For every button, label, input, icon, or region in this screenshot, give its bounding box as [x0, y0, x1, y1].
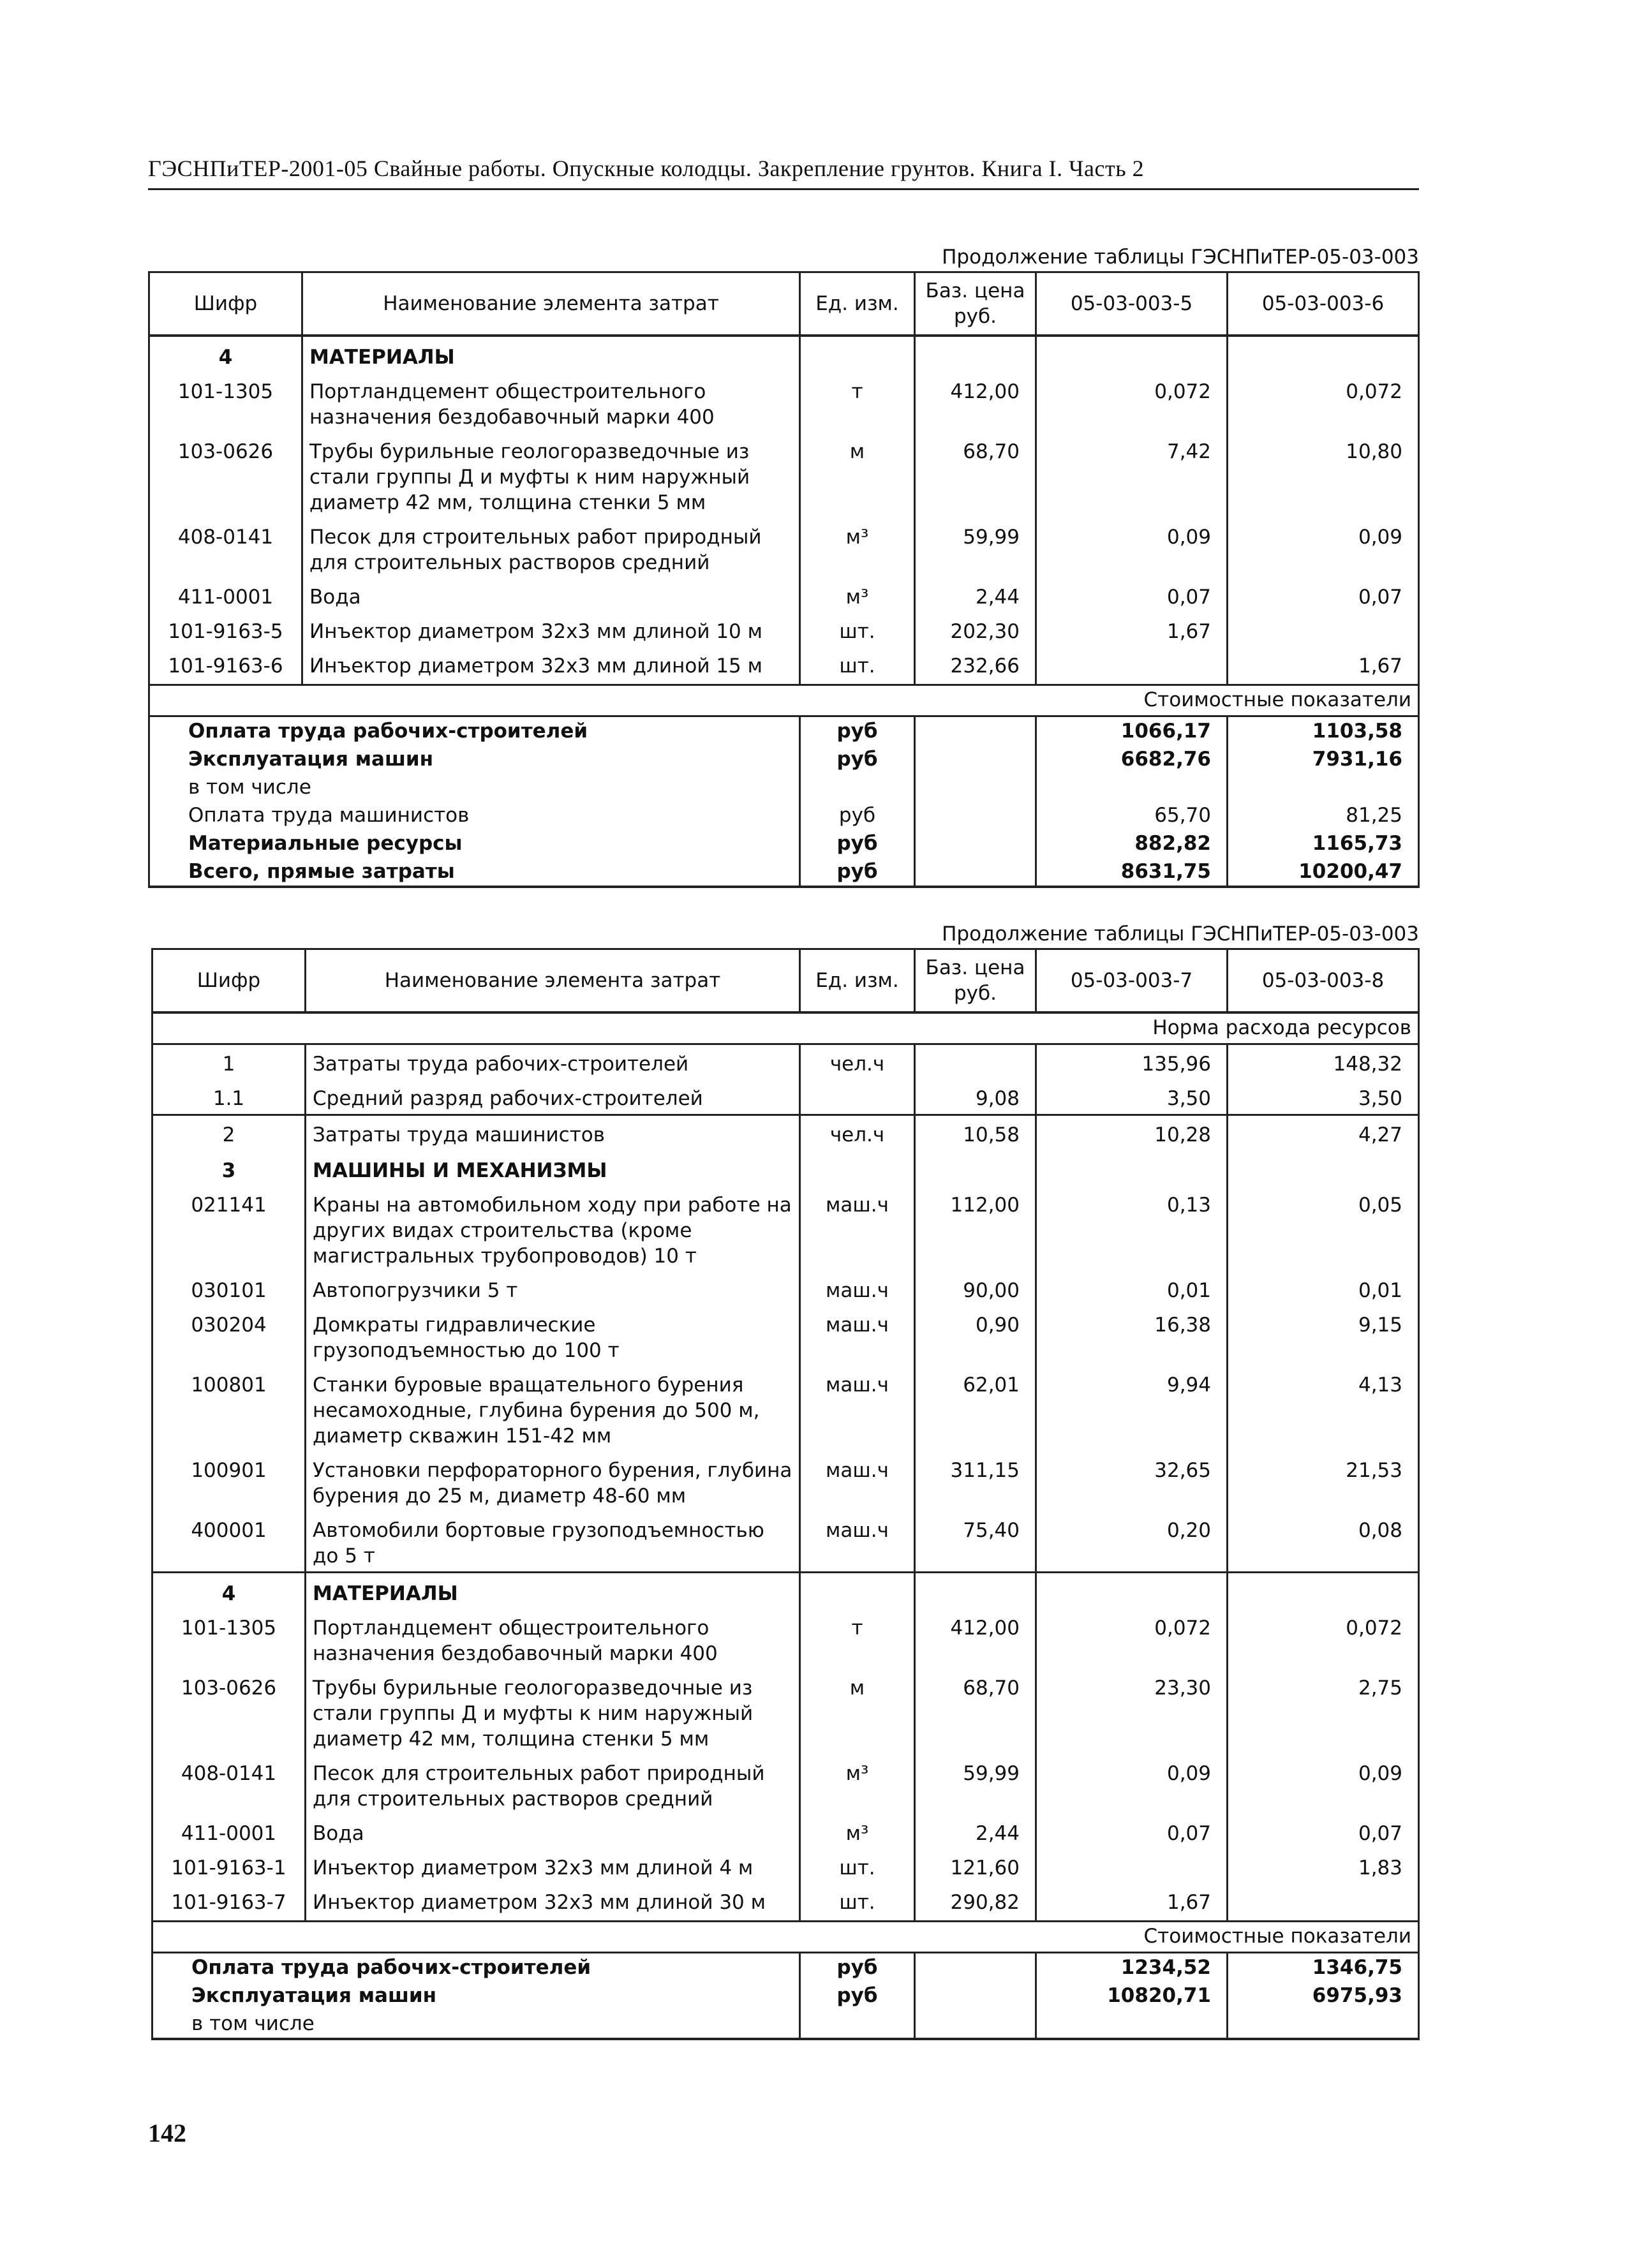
value-col-a: 9,94 [1036, 1366, 1228, 1451]
value-col-a: 1,67 [1036, 1883, 1228, 1922]
table2-caption: Продолжение таблицы ГЭСНПиТЕР-05-03-003 [942, 923, 1419, 945]
cost-unit [800, 2010, 915, 2039]
value-col-a: 16,38 [1036, 1306, 1228, 1366]
cost-col-b: 6975,93 [1228, 1982, 1419, 2010]
cost-unit [800, 773, 915, 801]
value-col-b: 10,80 [1228, 433, 1419, 518]
resource-code: 100901 [152, 1451, 306, 1511]
cost-row [152, 1982, 1419, 2010]
section-code: 4 [149, 336, 302, 373]
value-col-b: 0,09 [1228, 518, 1419, 578]
value-col-a: 10,28 [1036, 1115, 1228, 1151]
page-number: 142 [148, 2119, 186, 2147]
base-price [915, 1044, 1036, 1080]
cost-row [149, 829, 1419, 857]
base-price: 59,99 [915, 1754, 1036, 1814]
header-name: Наименование элемента затрат [306, 949, 800, 1013]
empty-cell [915, 801, 1036, 829]
unit: чел.ч [800, 1115, 915, 1151]
unit: маш.ч [800, 1271, 915, 1306]
cost-name: Эксплуатация машин [152, 1982, 800, 2010]
unit: шт. [800, 612, 915, 647]
base-price: 311,15 [915, 1451, 1036, 1511]
cost-unit: руб [800, 1982, 915, 2010]
table-row [152, 1451, 1419, 1511]
resource-code: 101-1305 [149, 373, 302, 433]
resource-name: Средний разряд рабочих-строителей [306, 1079, 800, 1115]
resource-code: 101-9163-7 [152, 1883, 306, 1922]
resource-code: 1.1 [152, 1079, 306, 1115]
resource-name: Портландцемент общестроительного назначения бездобавочный марки 400 [302, 373, 800, 433]
cost-unit: руб [800, 1953, 915, 1982]
cost-unit: руб [800, 857, 915, 887]
cost-col-a: 882,82 [1036, 829, 1228, 857]
base-price: 121,60 [915, 1849, 1036, 1883]
cost-col-a: 6682,76 [1036, 745, 1228, 773]
unit: т [800, 373, 915, 433]
empty-cell [1036, 1150, 1228, 1186]
cost-col-a [1036, 2010, 1228, 2039]
cost-col-a: 10820,71 [1036, 1982, 1228, 2010]
table-row [152, 1883, 1419, 1922]
resource-code: 100801 [152, 1366, 306, 1451]
resource-name: Трубы бурильные геологоразведочные из стали группы Д и муфты к ним наружный диаметр 42 мм, толщина стенки 5 мм [306, 1669, 800, 1754]
resource-name: Станки буровые вращательного бурения несамоходные, глубина бурения до 500 м, диаметр скважин 151-42 мм [306, 1366, 800, 1451]
table-row [149, 373, 1419, 433]
empty-cell [915, 1982, 1036, 2010]
section-title: МАТЕРИАЛЫ [302, 336, 800, 373]
table-row [152, 1044, 1419, 1080]
value-col-b: 0,01 [1228, 1271, 1419, 1306]
empty-cell [915, 716, 1036, 746]
resource-name: Установки перфораторного бурения, глубина бурения до 25 м, диаметр 48-60 мм [306, 1451, 800, 1511]
cost-col-b: 1165,73 [1228, 829, 1419, 857]
table-row [152, 1849, 1419, 1883]
value-col-b: 4,13 [1228, 1366, 1419, 1451]
value-col-b: 3,50 [1228, 1079, 1419, 1115]
cost-col-b: 1103,58 [1228, 716, 1419, 746]
value-col-a [1036, 1849, 1228, 1883]
cost-unit: руб [800, 829, 915, 857]
unit: м³ [800, 1754, 915, 1814]
table1-caption: Продолжение таблицы ГЭСНПиТЕР-05-03-003 [942, 246, 1419, 269]
resource-name: Песок для строительных работ природный для строительных растворов средний [306, 1754, 800, 1814]
table-row [152, 1814, 1419, 1849]
unit: м³ [800, 518, 915, 578]
band-label: Стоимостные показатели [152, 1922, 1419, 1953]
value-col-b: 0,072 [1228, 373, 1419, 433]
value-col-a: 3,50 [1036, 1079, 1228, 1115]
base-price: 68,70 [915, 1669, 1036, 1754]
value-col-a: 23,30 [1036, 1669, 1228, 1754]
resource-code: 408-0141 [152, 1754, 306, 1814]
header-col-a: 05-03-003-5 [1036, 272, 1228, 336]
unit: маш.ч [800, 1511, 915, 1573]
base-price: 2,44 [915, 1814, 1036, 1849]
unit: т [800, 1609, 915, 1669]
resource-code: 1 [152, 1044, 306, 1080]
resource-name: Инъектор диаметром 32х3 мм длиной 10 м [302, 612, 800, 647]
value-col-a: 0,07 [1036, 1814, 1228, 1849]
value-col-b: 0,09 [1228, 1754, 1419, 1814]
base-price: 0,90 [915, 1306, 1036, 1366]
empty-cell [800, 1573, 915, 1610]
empty-cell [915, 1573, 1036, 1610]
resource-code: 101-9163-6 [149, 647, 302, 685]
band-row [149, 685, 1419, 716]
section-row [149, 336, 1419, 373]
cost-col-b [1228, 2010, 1419, 2039]
unit: шт. [800, 1849, 915, 1883]
empty-cell [915, 857, 1036, 887]
base-price: 90,00 [915, 1271, 1036, 1306]
empty-cell [915, 1150, 1036, 1186]
value-col-b: 4,27 [1228, 1115, 1419, 1151]
empty-cell [915, 829, 1036, 857]
base-price: 75,40 [915, 1511, 1036, 1573]
band-row [152, 1012, 1419, 1044]
cost-col-b: 1346,75 [1228, 1953, 1419, 1982]
value-col-b: 0,08 [1228, 1511, 1419, 1573]
base-price: 290,82 [915, 1883, 1036, 1922]
value-col-b: 21,53 [1228, 1451, 1419, 1511]
table-row [149, 647, 1419, 685]
resource-name: Автомобили бортовые грузоподъемностью до 5 т [306, 1511, 800, 1573]
table-row [152, 1669, 1419, 1754]
cost-name: в том числе [152, 2010, 800, 2039]
cost-name: Материальные ресурсы [149, 829, 800, 857]
resource-name: Инъектор диаметром 32х3 мм длиной 15 м [302, 647, 800, 685]
cost-row [149, 745, 1419, 773]
table-row [152, 1186, 1419, 1271]
cost-col-b: 10200,47 [1228, 857, 1419, 887]
unit: чел.ч [800, 1044, 915, 1080]
unit: шт. [800, 1883, 915, 1922]
resource-name: Инъектор диаметром 32х3 мм длиной 30 м [306, 1883, 800, 1922]
cost-name: Оплата труда рабочих-строителей [152, 1953, 800, 1982]
table-row [149, 433, 1419, 518]
table-row [149, 518, 1419, 578]
band-label: Стоимостные показатели [149, 685, 1419, 716]
empty-cell [915, 745, 1036, 773]
resource-name: Трубы бурильные геологоразведочные из стали группы Д и муфты к ним наружный диаметр 42 мм, толщина стенки 5 мм [302, 433, 800, 518]
table-row [152, 1366, 1419, 1451]
value-col-b [1228, 612, 1419, 647]
value-col-b: 0,07 [1228, 578, 1419, 612]
header-price: Баз. цена руб. [915, 949, 1036, 1013]
section-code: 4 [152, 1573, 306, 1610]
table-row [152, 1115, 1419, 1151]
unit: м³ [800, 1814, 915, 1849]
value-col-a: 135,96 [1036, 1044, 1228, 1080]
base-price: 412,00 [915, 373, 1036, 433]
header-unit: Ед. изм. [800, 272, 915, 336]
cost-row [152, 2010, 1419, 2039]
cost-col-a: 8631,75 [1036, 857, 1228, 887]
value-col-a: 0,09 [1036, 1754, 1228, 1814]
table1 [148, 271, 1420, 888]
section-code: 3 [152, 1150, 306, 1186]
section-title: МАТЕРИАЛЫ [306, 1573, 800, 1610]
section-row [152, 1150, 1419, 1186]
empty-cell [1228, 1150, 1419, 1186]
cost-row [149, 716, 1419, 746]
table-row [152, 1271, 1419, 1306]
empty-cell [1228, 1573, 1419, 1610]
cost-row [149, 773, 1419, 801]
value-col-a: 0,07 [1036, 578, 1228, 612]
value-col-a: 1,67 [1036, 612, 1228, 647]
header-price: Баз. цена руб. [915, 272, 1036, 336]
value-col-b: 1,67 [1228, 647, 1419, 685]
cost-name: Эксплуатация машин [149, 745, 800, 773]
cost-col-b [1228, 773, 1419, 801]
table-row [152, 1511, 1419, 1573]
table-row [149, 612, 1419, 647]
resource-code: 103-0626 [152, 1669, 306, 1754]
base-price: 112,00 [915, 1186, 1036, 1271]
header-code: Шифр [152, 949, 306, 1013]
value-col-b: 9,15 [1228, 1306, 1419, 1366]
cost-unit: руб [800, 716, 915, 746]
empty-cell [915, 2010, 1036, 2039]
empty-cell [915, 1953, 1036, 1982]
page-header: ГЭСНПиТЕР-2001-05 Свайные работы. Опускные колодцы. Закрепление грунтов. Книга I. Часть 2 [148, 155, 1419, 190]
table-row [149, 578, 1419, 612]
unit: маш.ч [800, 1366, 915, 1451]
empty-cell [800, 1150, 915, 1186]
resource-code: 411-0001 [149, 578, 302, 612]
resource-code: 103-0626 [149, 433, 302, 518]
cost-name: Оплата труда рабочих-строителей [149, 716, 800, 746]
resource-code: 2 [152, 1115, 306, 1151]
resource-code: 101-9163-5 [149, 612, 302, 647]
unit: маш.ч [800, 1306, 915, 1366]
unit: шт. [800, 647, 915, 685]
unit: м [800, 433, 915, 518]
value-col-a: 7,42 [1036, 433, 1228, 518]
table2 [151, 948, 1420, 2040]
value-col-b: 2,75 [1228, 1669, 1419, 1754]
value-col-a: 0,13 [1036, 1186, 1228, 1271]
value-col-a: 0,20 [1036, 1511, 1228, 1573]
cost-col-b: 7931,16 [1228, 745, 1419, 773]
resource-code: 411-0001 [152, 1814, 306, 1849]
cost-col-a: 1066,17 [1036, 716, 1228, 746]
resource-code: 030101 [152, 1271, 306, 1306]
value-col-b: 0,072 [1228, 1609, 1419, 1669]
value-col-a: 0,072 [1036, 373, 1228, 433]
section-title: МАШИНЫ И МЕХАНИЗМЫ [306, 1150, 800, 1186]
unit: маш.ч [800, 1186, 915, 1271]
cost-name: Всего, прямые затраты [149, 857, 800, 887]
table1-header-row [149, 272, 1419, 336]
header-col-b: 05-03-003-6 [1228, 272, 1419, 336]
resource-code: 400001 [152, 1511, 306, 1573]
band-row [152, 1922, 1419, 1953]
resource-name: Затраты труда машинистов [306, 1115, 800, 1151]
resource-name: Песок для строительных работ природный для строительных растворов средний [302, 518, 800, 578]
resource-code: 021141 [152, 1186, 306, 1271]
resource-code: 101-9163-1 [152, 1849, 306, 1883]
base-price: 9,08 [915, 1079, 1036, 1115]
base-price: 10,58 [915, 1115, 1036, 1151]
cost-col-a: 1234,52 [1036, 1953, 1228, 1982]
band-label: Норма расхода ресурсов [152, 1012, 1419, 1044]
value-col-b [1228, 1883, 1419, 1922]
header-col-a: 05-03-003-7 [1036, 949, 1228, 1013]
resource-name: Вода [306, 1814, 800, 1849]
resource-name: Вода [302, 578, 800, 612]
header-unit: Ед. изм. [800, 949, 915, 1013]
unit: м [800, 1669, 915, 1754]
cost-unit: руб [800, 801, 915, 829]
resource-name: Затраты труда рабочих-строителей [306, 1044, 800, 1080]
value-col-a [1036, 647, 1228, 685]
empty-cell [915, 773, 1036, 801]
base-price: 59,99 [915, 518, 1036, 578]
resource-code: 030204 [152, 1306, 306, 1366]
resource-name: Краны на автомобильном ходу при работе на других видах строительства (кроме магистральных трубопроводов) 10 т [306, 1186, 800, 1271]
table-row [152, 1306, 1419, 1366]
cost-unit: руб [800, 745, 915, 773]
table-row [152, 1079, 1419, 1115]
cost-name: Оплата труда машинистов [149, 801, 800, 829]
section-row [152, 1573, 1419, 1610]
base-price: 412,00 [915, 1609, 1036, 1669]
value-col-b: 0,07 [1228, 1814, 1419, 1849]
resource-name: Автопогрузчики 5 т [306, 1271, 800, 1306]
base-price: 2,44 [915, 578, 1036, 612]
value-col-b: 148,32 [1228, 1044, 1419, 1080]
header-name: Наименование элемента затрат [302, 272, 800, 336]
resource-code: 101-1305 [152, 1609, 306, 1669]
value-col-a: 0,09 [1036, 518, 1228, 578]
cost-name: в том числе [149, 773, 800, 801]
base-price: 232,66 [915, 647, 1036, 685]
base-price: 202,30 [915, 612, 1036, 647]
cost-col-a [1036, 773, 1228, 801]
unit: маш.ч [800, 1451, 915, 1511]
value-col-a: 32,65 [1036, 1451, 1228, 1511]
value-col-b: 1,83 [1228, 1849, 1419, 1883]
resource-name: Инъектор диаметром 32х3 мм длиной 4 м [306, 1849, 800, 1883]
unit [800, 1079, 915, 1115]
table2-header-row [152, 949, 1419, 1013]
empty-cell [1036, 1573, 1228, 1610]
resource-name: Портландцемент общестроительного назначения бездобавочный марки 400 [306, 1609, 800, 1669]
cost-col-b: 81,25 [1228, 801, 1419, 829]
cost-row [149, 857, 1419, 887]
resource-name: Домкраты гидравлические грузоподъемностью до 100 т [306, 1306, 800, 1366]
header-col-b: 05-03-003-8 [1228, 949, 1419, 1013]
value-col-a: 0,01 [1036, 1271, 1228, 1306]
value-col-b: 0,05 [1228, 1186, 1419, 1271]
resource-code: 408-0141 [149, 518, 302, 578]
cost-col-a: 65,70 [1036, 801, 1228, 829]
cost-row [149, 801, 1419, 829]
cost-row [152, 1953, 1419, 1982]
unit: м³ [800, 578, 915, 612]
value-col-a: 0,072 [1036, 1609, 1228, 1669]
base-price: 68,70 [915, 433, 1036, 518]
header-code: Шифр [149, 272, 302, 336]
table-row [152, 1754, 1419, 1814]
base-price: 62,01 [915, 1366, 1036, 1451]
table-row [152, 1609, 1419, 1669]
